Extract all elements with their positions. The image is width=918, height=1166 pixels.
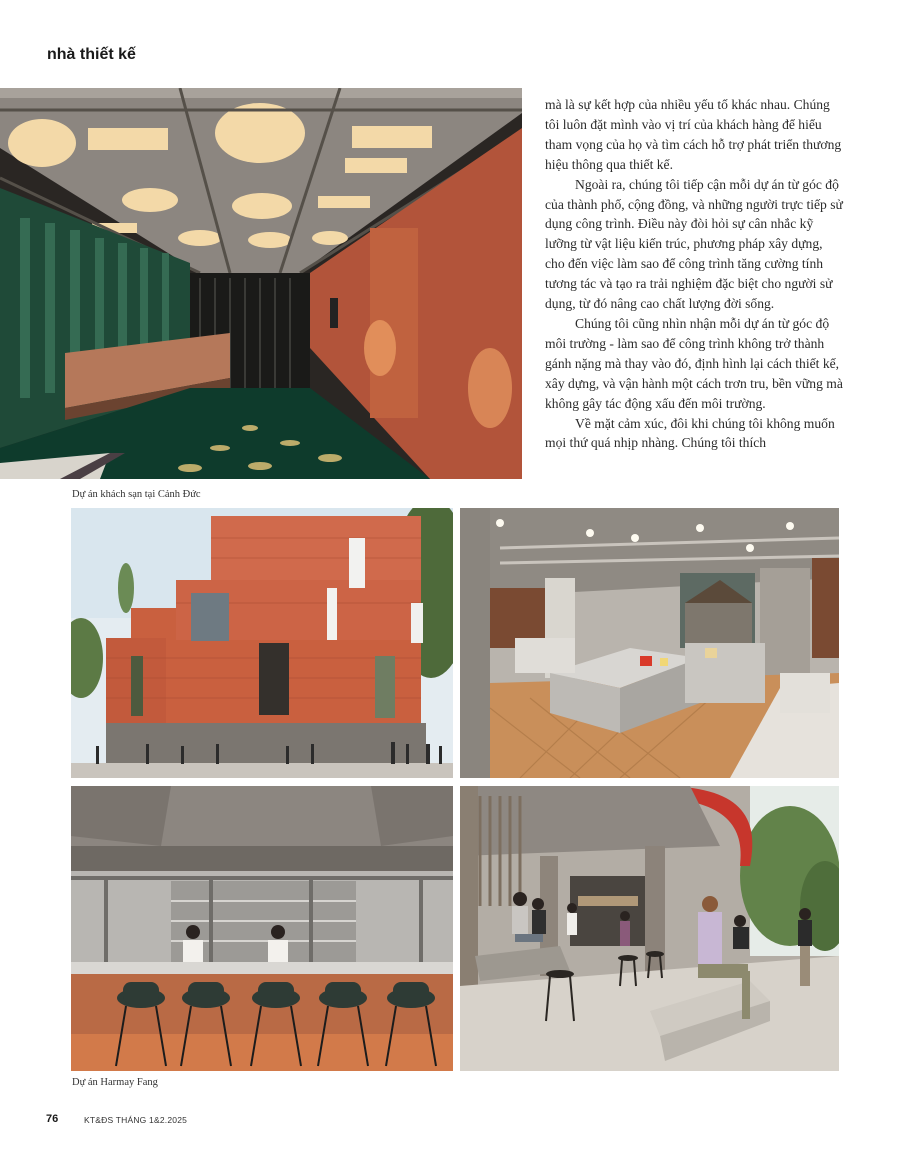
article-paragraph: Ngoài ra, chúng tôi tiếp cận mỗi dự án từ góc độ của thành phố, cộng đồng, và những người trực tiếp sử dụng công trình. Điều này đòi hỏi sự cân nhắc kỹ lưỡng từ vật liệu kiến trúc, phương pháp xây dựng, cho đến việc làm sao để công trình tăng cường tính tương tác và tạo ra trải nghiệm đặc biệt cho người sử dụng, từ đó nâng cao chất lượng đời sống. (545, 176, 843, 312)
outdoor-seating-photo (460, 786, 839, 1071)
issue-label: KT&ĐS THÁNG 1&2.2025 (84, 1115, 188, 1125)
article-paragraph: Về mặt cảm xúc, đôi khi chúng tôi không muốn mọi thứ quá nhịp nhàng. Chúng tôi thích (545, 415, 835, 451)
article-body (545, 95, 845, 453)
hotel-caption: Dự án khách sạn tại Cảnh Đức (72, 489, 201, 500)
building-exterior-photo (71, 508, 453, 778)
counter-stools-photo (71, 786, 453, 1071)
section-title: nhà thiết kế (47, 46, 136, 63)
article-paragraph: Chúng tôi cũng nhìn nhận mỗi dự án từ góc độ môi trường - làm sao để công trình không trở thành gánh nặng mà thay vào đó, định hình lại cách thiết kế, xây dựng, và vận hành một cách trơn tru, bền vững mà không gây tác động xấu đến môi trường. (545, 315, 843, 411)
page-number: 76 (46, 1113, 59, 1125)
article-paragraph: mà là sự kết hợp của nhiều yếu tố khác nhau. Chúng tôi luôn đặt mình vào vị trí của khách hàng để hiểu tham vọng của họ và tìm cách hỗ trợ phát triển thương hiệu thông qua thiết kế. (545, 97, 842, 172)
shop-interior-photo (460, 508, 839, 778)
harmay-caption: Dự án Harmay Fang (72, 1077, 158, 1088)
hotel-lobby-photo (0, 88, 522, 479)
